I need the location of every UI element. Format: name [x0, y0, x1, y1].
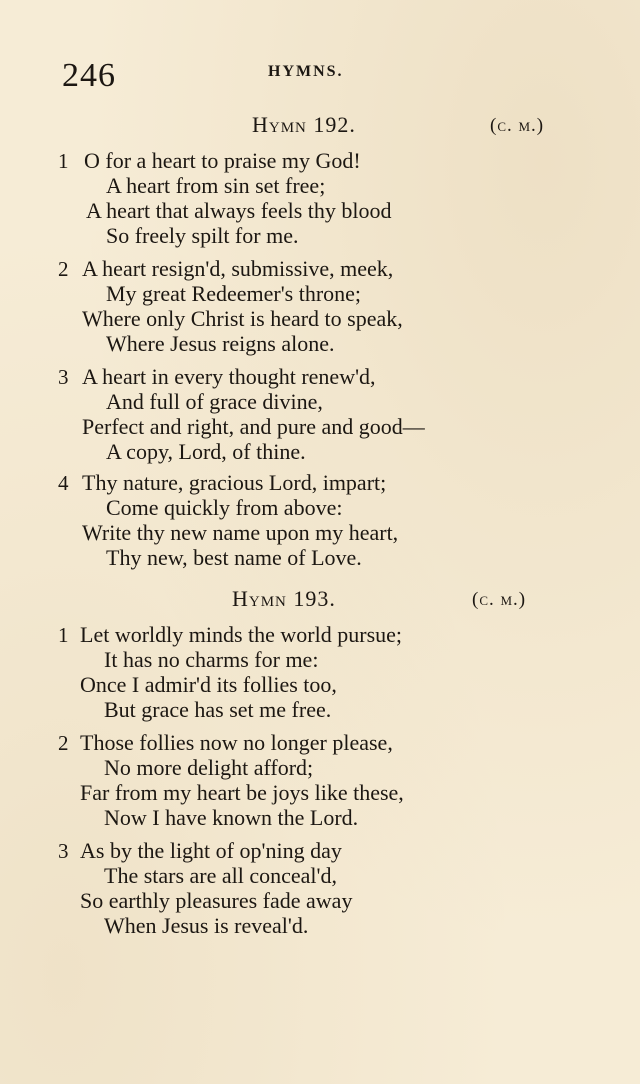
hymn-192-title: Hymn 192.	[252, 112, 356, 137]
verse-line: A heart in every thought renew'd,	[82, 364, 376, 389]
verse-line: Come quickly from above:	[106, 495, 343, 520]
verse-line: O for a heart to praise my God!	[84, 148, 361, 173]
hymn-192-meter: (c. m.)	[490, 115, 545, 136]
stanza-number: 4	[58, 471, 69, 495]
verse-line: Write thy new name upon my heart,	[82, 520, 399, 545]
stanza-number: 1	[58, 623, 69, 647]
verse-line: It has no charms for me:	[104, 647, 319, 672]
stanza-number: 1	[58, 149, 69, 173]
verse-line: Where Jesus reigns alone.	[106, 331, 335, 356]
stanza-number: 2	[58, 257, 69, 281]
hymn-193-title: Hymn 193.	[232, 586, 336, 611]
verse-line: Once I admir'd its follies too,	[80, 672, 337, 697]
stanza-number: 3	[58, 839, 69, 863]
verse-line: My great Redeemer's throne;	[106, 281, 362, 306]
verse-line: The stars are all conceal'd,	[104, 863, 338, 888]
verse-line: Where only Christ is heard to speak,	[82, 306, 403, 331]
verse-line: A heart from sin set free;	[106, 173, 326, 198]
verse-line: So earthly pleasures fade away	[80, 888, 353, 913]
verse-line: A heart that always feels thy blood	[86, 198, 392, 223]
verse-line: No more delight afford;	[104, 755, 314, 780]
verse-line: As by the light of op'ning day	[80, 838, 342, 863]
stanza-number: 3	[58, 365, 69, 389]
verse-line: Now I have known the Lord.	[104, 805, 359, 830]
verse-line: When Jesus is reveal'd.	[104, 913, 309, 938]
verse-line: So freely spilt for me.	[106, 223, 299, 248]
verse-line: And full of grace divine,	[106, 389, 323, 414]
stanza-number: 2	[58, 731, 69, 755]
verse-line: Thy new, best name of Love.	[106, 545, 362, 570]
verse-line: But grace has set me free.	[104, 697, 332, 722]
page-number: 246	[62, 57, 116, 94]
running-head: HYMNS.	[268, 63, 344, 80]
verse-line: Those follies now no longer please,	[80, 730, 393, 755]
verse-line: Perfect and right, and pure and good—	[82, 414, 425, 439]
hymn-193-meter: (c. m.)	[472, 589, 527, 610]
verse-line: Let worldly minds the world pursue;	[80, 622, 403, 647]
verse-line: A heart resign'd, submissive, meek,	[82, 256, 394, 281]
verse-line: A copy, Lord, of thine.	[106, 439, 306, 464]
verse-line: Thy nature, gracious Lord, impart;	[82, 470, 387, 495]
verse-line: Far from my heart be joys like these,	[80, 780, 404, 805]
